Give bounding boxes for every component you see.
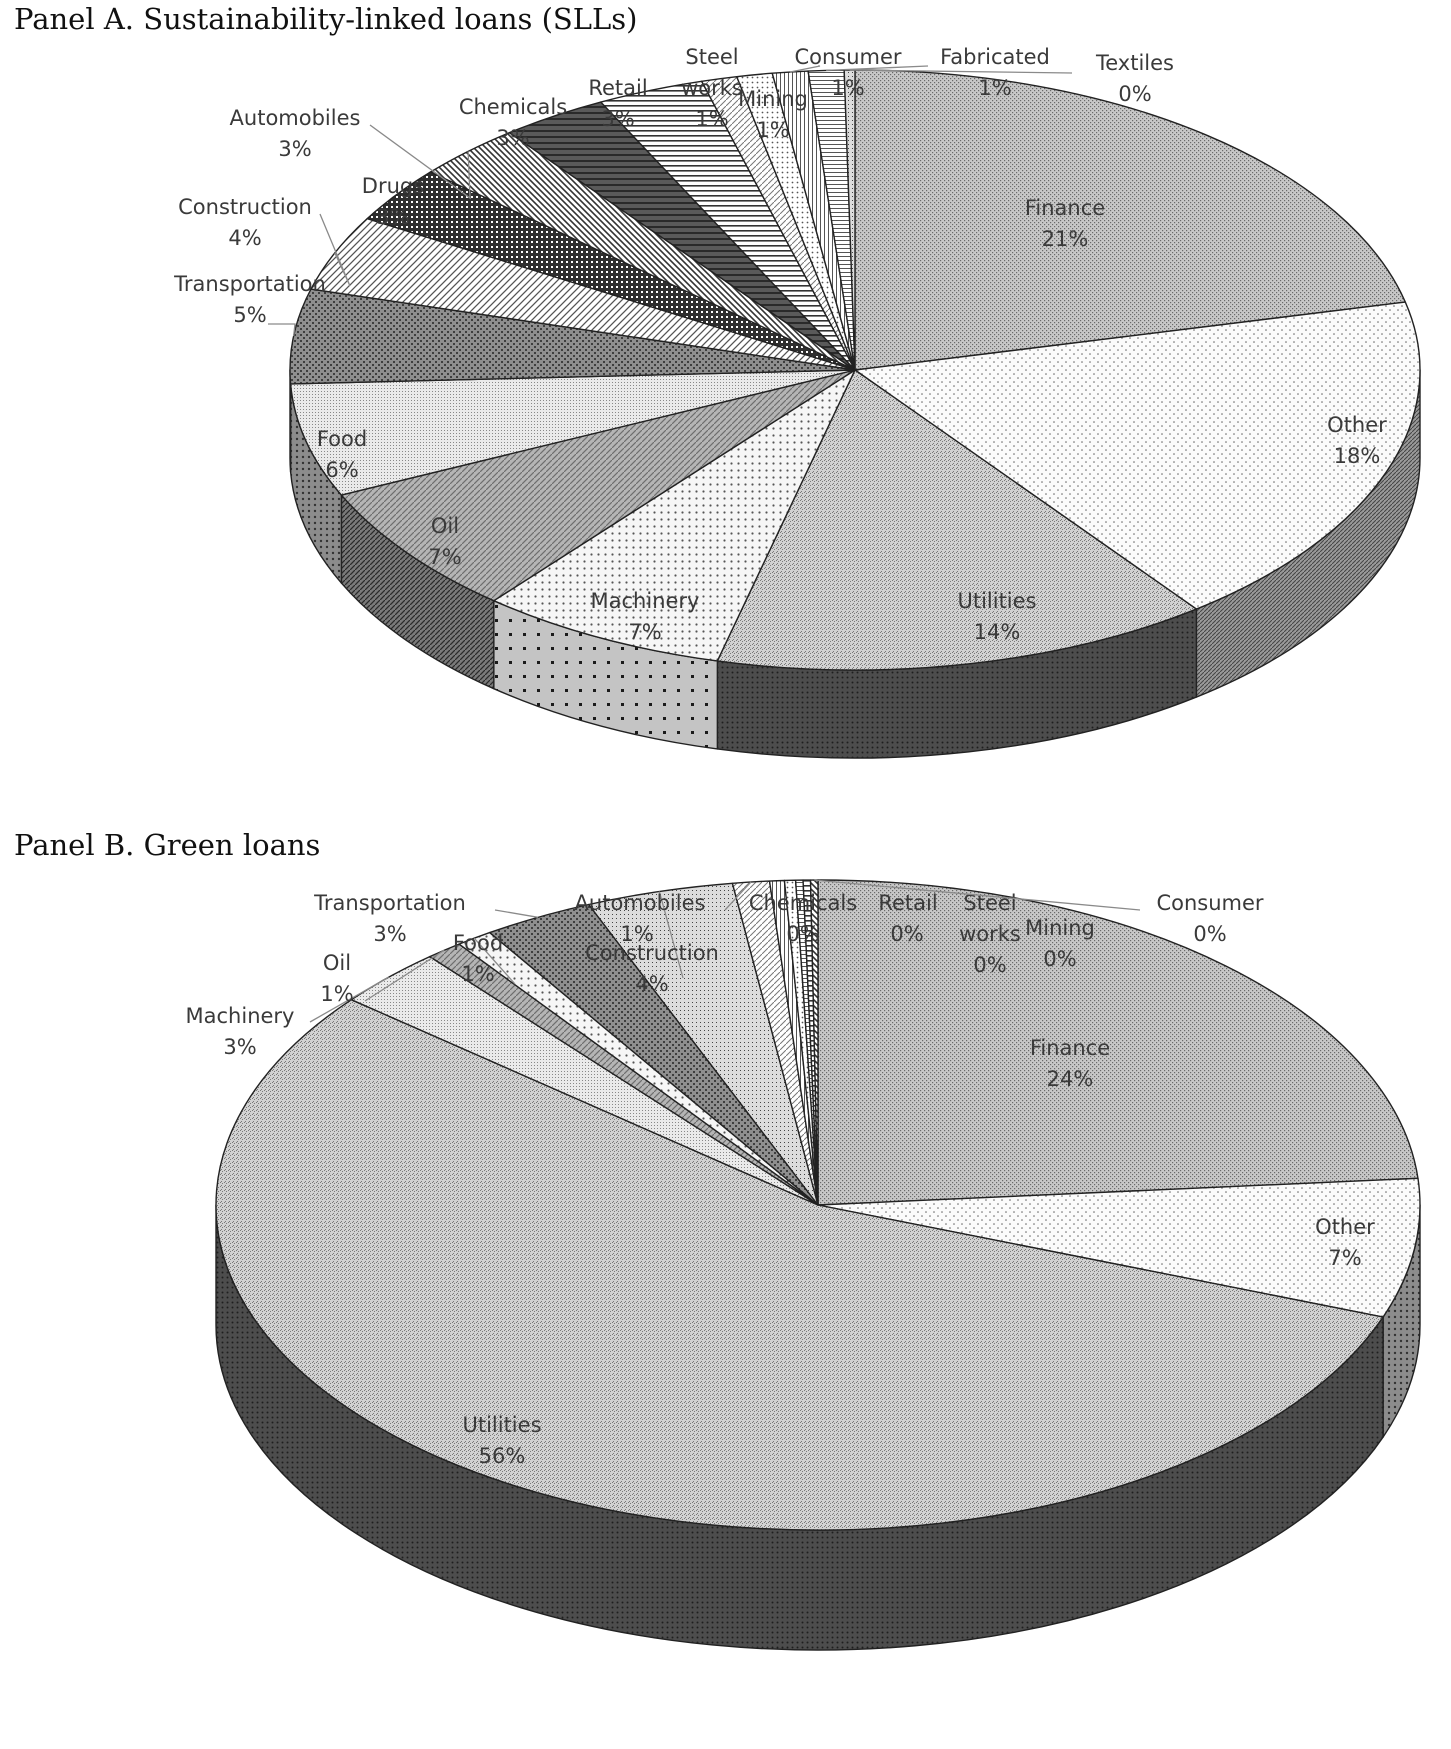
slice-label-consumer: Consumer — [1156, 891, 1264, 915]
slice-label-retail: Retail — [588, 76, 648, 100]
slice-label-automobiles: Automobiles — [574, 891, 706, 915]
slice-percent-automobiles: 1% — [620, 922, 654, 946]
slice-label-oil: Oil — [322, 951, 352, 975]
slice-label-construction: Construction — [585, 941, 719, 965]
slice-label-chemicals: Chemicals — [748, 891, 858, 915]
slice-percent-chemicals: 3% — [496, 126, 530, 150]
slice-percent-fabricated: 1% — [978, 76, 1012, 100]
slice-label-transportation: Transportation — [314, 891, 466, 915]
slice-percent-textiles: 0% — [1118, 82, 1152, 106]
slice-label-utilities: Utilities — [957, 589, 1037, 613]
slice-percent-drugs: 3% — [376, 205, 410, 229]
slice-label-mining: Mining — [1025, 916, 1095, 940]
slice-percent-automobiles: 3% — [278, 137, 312, 161]
slice-percent-machinery: 3% — [223, 1035, 257, 1059]
slice-label-food: Food — [316, 427, 368, 451]
pie-slices — [216, 880, 1420, 1530]
pie-slices — [290, 70, 1420, 670]
slice-label-fabricated: Fabricated — [940, 45, 1050, 69]
slice-percent-food: 6% — [325, 458, 359, 482]
slice-percent-oil: 1% — [320, 982, 354, 1006]
slice-label-steel-works-0: Steel — [685, 45, 739, 69]
slice-percent-steel-works: 1% — [695, 107, 729, 131]
slice-percent-oil: 7% — [428, 545, 462, 569]
panel-b-pie-chart — [0, 870, 1451, 1740]
slice-label-retail: Retail — [878, 891, 938, 915]
slice-label-steel-works-0: Steel — [963, 891, 1017, 915]
slice-label-chemicals: Chemicals — [458, 95, 568, 119]
slice-label-oil: Oil — [430, 514, 460, 538]
slice-label-mining: Mining — [738, 87, 808, 111]
slice-label-food: Food — [452, 931, 504, 955]
slice-percent-finance: 21% — [1041, 227, 1089, 251]
panel-a-pie-chart — [0, 40, 1451, 830]
slice-label-steel-works-1: works — [681, 76, 743, 100]
slice-label-other: Other — [1327, 413, 1387, 437]
slice-label-finance: Finance — [1024, 196, 1106, 220]
slice-percent-construction: 4% — [228, 226, 262, 250]
slice-label-machinery: Machinery — [590, 589, 700, 613]
slice-percent-retail: 3% — [601, 107, 635, 131]
slice-label-drugs: Drugs — [361, 174, 425, 198]
slice-percent-utilities: 14% — [973, 620, 1021, 644]
slice-percent-transportation: 5% — [233, 303, 267, 327]
slice-percent-transportation: 3% — [373, 922, 407, 946]
slice-percent-mining: 1% — [756, 118, 790, 142]
slice-label-consumer: Consumer — [794, 45, 902, 69]
slice-label-finance: Finance — [1029, 1036, 1111, 1060]
slice-label-machinery: Machinery — [185, 1004, 295, 1028]
slice-percent-chemicals: 0% — [786, 922, 820, 946]
slice-percent-construction: 4% — [635, 972, 669, 996]
panel-b-title: Panel B. Green loans — [14, 828, 321, 862]
slice-label-other: Other — [1315, 1215, 1375, 1239]
slice-percent-other: 7% — [1328, 1246, 1362, 1270]
panel-a-title: Panel A. Sustainability-linked loans (SLLs) — [14, 2, 638, 36]
slice-percent-consumer: 0% — [1193, 922, 1227, 946]
leader-line-transportation — [268, 324, 295, 336]
slice-label-construction: Construction — [178, 195, 312, 219]
slice-percent-retail: 0% — [890, 922, 924, 946]
slice-percent-food: 1% — [461, 962, 495, 986]
leader-line-transportation — [495, 910, 538, 917]
slice-label-utilities: Utilities — [462, 1413, 542, 1437]
slice-percent-other: 18% — [1333, 444, 1381, 468]
slice-label-transportation: Transportation — [174, 272, 326, 296]
slice-percent-steel-works: 0% — [973, 953, 1007, 977]
slice-percent-consumer: 1% — [831, 76, 865, 100]
slice-percent-machinery: 7% — [628, 620, 662, 644]
slice-percent-utilities: 56% — [478, 1444, 526, 1468]
slice-label-steel-works-1: works — [959, 922, 1021, 946]
slice-percent-finance: 24% — [1046, 1067, 1094, 1091]
slice-label-textiles: Textiles — [1095, 51, 1175, 75]
slice-percent-mining: 0% — [1043, 947, 1077, 971]
slice-label-automobiles: Automobiles — [229, 106, 361, 130]
